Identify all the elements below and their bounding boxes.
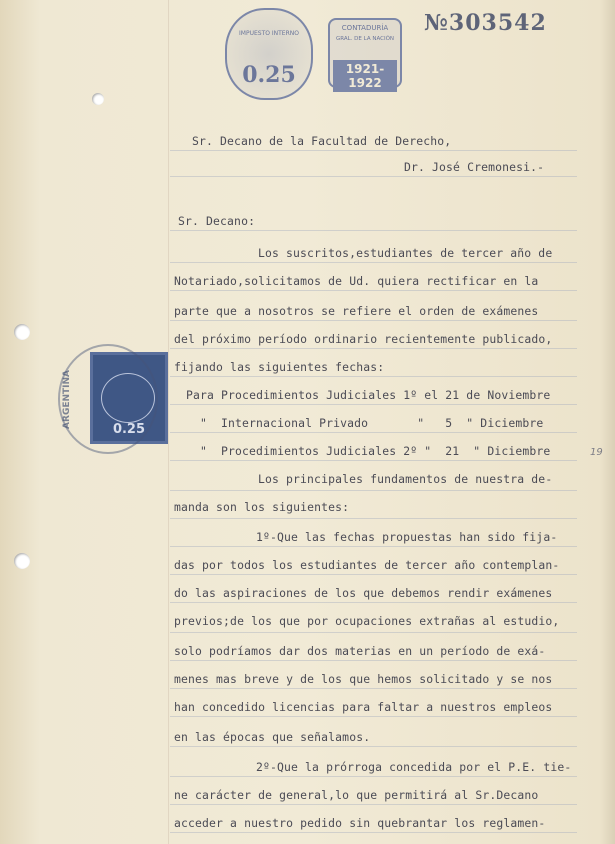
accounting-stamp-years: 1921-1922 (333, 60, 397, 92)
ruled-line (170, 376, 577, 377)
accounting-stamp-label: CONTADURÍA (341, 24, 389, 32)
ruled-line (170, 320, 577, 321)
letter-line: Notariado,solicitamos de Ud. quiera rectificar en la (174, 274, 539, 288)
margin-line (168, 0, 169, 844)
accounting-stamp-sublabel: GRAL. DE LA NACIÓN (335, 36, 395, 42)
fee-stamp (225, 8, 313, 100)
serial-number: №303542 (424, 10, 547, 36)
letter-line: " Procedimientos Judiciales 2º " 21 " Diciembre (200, 444, 551, 458)
ruled-line (170, 230, 577, 231)
ruled-line (170, 490, 577, 491)
letter-line: das por todos los estudiantes de tercer año contemplan- (174, 558, 560, 572)
margin-note: 19 (590, 447, 603, 458)
ruled-line (170, 290, 577, 291)
ruled-line (170, 602, 577, 603)
letter-line: manda son los siguientes: (174, 500, 350, 514)
letter-line: ne carácter de general,lo que permitirá al Sr.Decano (174, 788, 539, 802)
ruled-line (170, 348, 577, 349)
ruled-line (170, 518, 577, 519)
ruled-line (170, 460, 577, 461)
letter-line: han concedido licencias para faltar a nuestros empleos (174, 700, 553, 714)
letter-line: Los suscritos,estudiantes de tercer año de (258, 246, 553, 260)
letter-line: en las épocas que señalamos. (174, 730, 371, 744)
ruled-line (170, 546, 577, 547)
ruled-line (170, 804, 577, 805)
ruled-line (170, 688, 577, 689)
letter-line: fijando las siguientes fechas: (174, 360, 385, 374)
ruled-line (170, 832, 577, 833)
cancellation-text: ARGENTINA (62, 370, 72, 429)
letter-line: do las aspiraciones de los que debemos rendir exámenes (174, 586, 553, 600)
accounting-stamp (328, 18, 402, 88)
cancellation-postmark (58, 344, 158, 454)
fee-stamp-value: 0.25 (242, 62, 296, 88)
punch-hole (92, 93, 104, 105)
letter-line: 1º-Que las fechas propuestas han sido fija- (256, 530, 558, 544)
letter-line: Los principales fundamentos de nuestra de- (258, 472, 553, 486)
ruled-line (170, 660, 577, 661)
letter-line: 2º-Que la prórroga concedida por el P.E. tie- (256, 760, 572, 774)
ruled-line (170, 262, 577, 263)
letter-line: menes mas breve y de los que hemos solicitado y se nos (174, 672, 553, 686)
letter-line: Para Procedimientos Judiciales 1º el 21 de Noviembre (186, 388, 551, 402)
letter-line: del próximo período ordinario recientemente publicado, (174, 332, 553, 346)
punch-hole (14, 553, 30, 569)
ruled-line (170, 404, 577, 405)
ruled-line (170, 746, 577, 747)
ruled-line (170, 632, 577, 633)
letter-line: " Internacional Privado " 5 " Diciembre (200, 416, 544, 430)
ruled-line (170, 432, 577, 433)
fee-stamp-ring-text: IMPUESTO INTERNO (239, 30, 299, 37)
ruled-line (170, 716, 577, 717)
ruled-line (170, 574, 577, 575)
letter-line: Sr. Decano: (178, 214, 256, 228)
ruled-line (170, 776, 577, 777)
letter-line: previos;de los que por ocupaciones extrañas al estudio, (174, 614, 560, 628)
ruled-line (170, 176, 577, 177)
letter-line: acceder a nuestro pedido sin quebrantar los reglamen- (174, 816, 546, 830)
punch-hole (14, 324, 30, 340)
ruled-line (170, 150, 577, 151)
letter-line: Dr. José Cremonesi.- (404, 160, 545, 174)
letter-line: parte que a nosotros se refiere el orden de exámenes (174, 304, 539, 318)
revenue-stamp-value: 0.25 (112, 422, 146, 437)
letter-line: solo podríamos dar dos materias en un período de exá- (174, 644, 546, 658)
letter-line: Sr. Decano de la Facultad de Derecho, (192, 134, 452, 148)
